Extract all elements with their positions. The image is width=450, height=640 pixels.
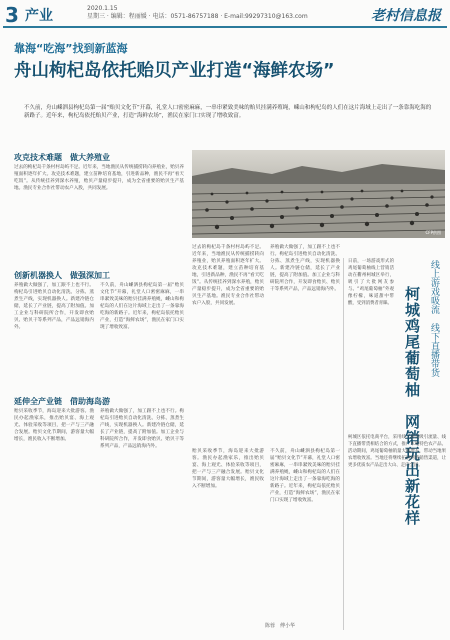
body-column: 不久前，舟山嵊泗县枸杞岛第一届“贻贝文化节”开幕，礼堂人口密密麻麻，一串串紧致美味的贻贝挂满养殖绳，嵊山和枸杞岛的人们在这片海域上走出了一条靠海吃海的新路子。近年来，枸杞岛依托贻贝产业，打造“海鲜农场”，渔民在家门口实现了增收致富。	[270, 449, 340, 503]
body-column: 贻贝采收季节，海岛迎来大批游客。渔民办起渔家乐，推出贻贝宴、海上观光、体验采收等项目，把一产与三产融合发展。贻贝文化节期间，游客量大幅增长，渔民收入不断增加。	[192, 449, 264, 489]
section-text: 养殖做大做强了，加工跟不上也不行。枸杞岛引进贻贝自动化清洗、分拣、蒸煮生产线，实现机器换人。新建冷链仓储，延长了产业链，提高了附加值。加工企业与科研院所合作，开发即食贻贝、贻贝干等系列产品，产品远销海内外。	[14, 283, 94, 330]
article-headline: 舟山枸杞岛依托贻贝产业打造“海鲜农场”	[14, 61, 335, 81]
sidebar-headline: 柯城鸡尾葡萄柚 网销玩出新花样	[403, 286, 421, 526]
mussel-farm-photo	[192, 150, 445, 238]
header-date: 2020.1.15	[87, 5, 118, 12]
newspaper-name: 老村信息报	[371, 8, 441, 24]
page-number: 3	[5, 3, 19, 27]
section-text: 过去的枸杞岛千条村村岛屿不足。近年来，当地渔民从传统捕捞转向养殖业，贻贝养殖面积逐年扩大。攻克技术难题，建立苗种培育基地，引进新品种，渔民不再“看天吃饭”。从传统挂养到深水养殖，贻贝产量稳步提升，成为全省重要的贻贝生产基地。渔民专业合作社带动农户入股，共同发展。	[14, 165, 184, 191]
byline: 陈蓉 傅小华	[265, 623, 296, 629]
body-column: 养殖做大做强了，加工跟不上也不行。枸杞岛引进贻贝自动化清洗、分拣、蒸煮生产线，实现机器换人。新建冷链仓储，延长了产业链，提高了附加值。加工企业与科研院所合作，开发即食贻贝、贻贝干等系列产品，产品远销海内外。	[270, 245, 340, 292]
page-header	[3, 2, 447, 28]
section-title: 创新机器换人 做强深加工	[14, 271, 110, 280]
sidebar-story	[343, 258, 448, 630]
sidebar-intro: 日前，一场游戏形式的鸡尾葡萄柚线上营销活动在衢州柯城区举行，吸引了大批网友参与。“鸡尾葡萄柚”外观像柠檬，味道甜中带酸，受到消费者青睐。	[348, 259, 394, 306]
body-column: 过去的枸杞岛千条村村岛屿不足。近年来，当地渔民从传统捕捞转向养殖业，贻贝养殖面积逐年扩大。攻克技术难题，建立苗种培育基地，引进新品种，渔民不再“看天吃饭”。从传统挂养到深水养殖，贻贝产量稳步提升，成为全省重要的贻贝生产基地。渔民专业合作社带动农户入股，共同发展。	[192, 245, 264, 306]
section-title: 攻克技术难题 做大养殖业	[14, 153, 110, 162]
article-kicker: 靠海“吃海”找到新蓝海	[14, 42, 128, 55]
section-text: 养殖做大做强了，加工跟不上也不行。枸杞岛引进贻贝自动化清洗、分拣、蒸煮生产线，实现机器换人。新建冷链仓储，延长了产业链，提高了附加值。加工企业与科研院所合作，开发即食贻贝、贻贝干等系列产品，产品远销海内外。	[100, 409, 184, 449]
header-meta	[87, 5, 308, 21]
sidebar-body: 柯城区依托电商平台，采用线上游戏吸引流量、线下直播带货相结合的方式，推广本地特色农产品。活动期间，鸡尾葡萄柚销量大幅增长，带动当地果农增收致富。当地还将继续拓展网络销售渠道，让更多优质农产品走出大山、走向全国。	[348, 435, 446, 468]
article-photo	[192, 150, 445, 238]
section-text: 不久前，舟山嵊泗县枸杞岛第一届“贻贝文化节”开幕，礼堂人口密密麻麻，一串串紧致美味的贻贝挂满养殖绳，嵊山和枸杞岛的人们在这片海域上走出了一条靠海吃海的新路子。近年来，枸杞岛依托贻贝产业，打造“海鲜农场”，渔民在家门口实现了增收致富。	[100, 283, 184, 330]
section-name: 产业	[25, 8, 53, 24]
article-lead: 不久前，舟山嵊泗县枸杞岛第一届“贻贝文化节”开幕，礼堂人口密密麻麻，一串串紧致美味的贻贝挂满养殖绳，嵊山和枸杞岛的人们在这片海域上走出了一条靠海吃海的新路子。近年来，枸杞岛依托贻贝产业，打造“海鲜农场”，渔民在家门口实现了增收致富。	[24, 105, 432, 119]
section-title: 延伸全产业链 借助海岛游	[14, 397, 110, 406]
photo-credit: CFP供图	[425, 230, 441, 235]
sidebar-subhead: 线上游戏吸流 线下直播带货	[429, 260, 439, 377]
section-text: 贻贝采收季节，海岛迎来大批游客。渔民办起渔家乐，推出贻贝宴、海上观光、体验采收等项目，把一产与三产融合发展。贻贝文化节期间，游客量大幅增长，渔民收入不断增加。	[14, 409, 94, 442]
header-contact: 星期三 · 编辑：程丽媛 · 电话：0571-86757188 · E-mail:99297310@163.com	[87, 13, 308, 20]
